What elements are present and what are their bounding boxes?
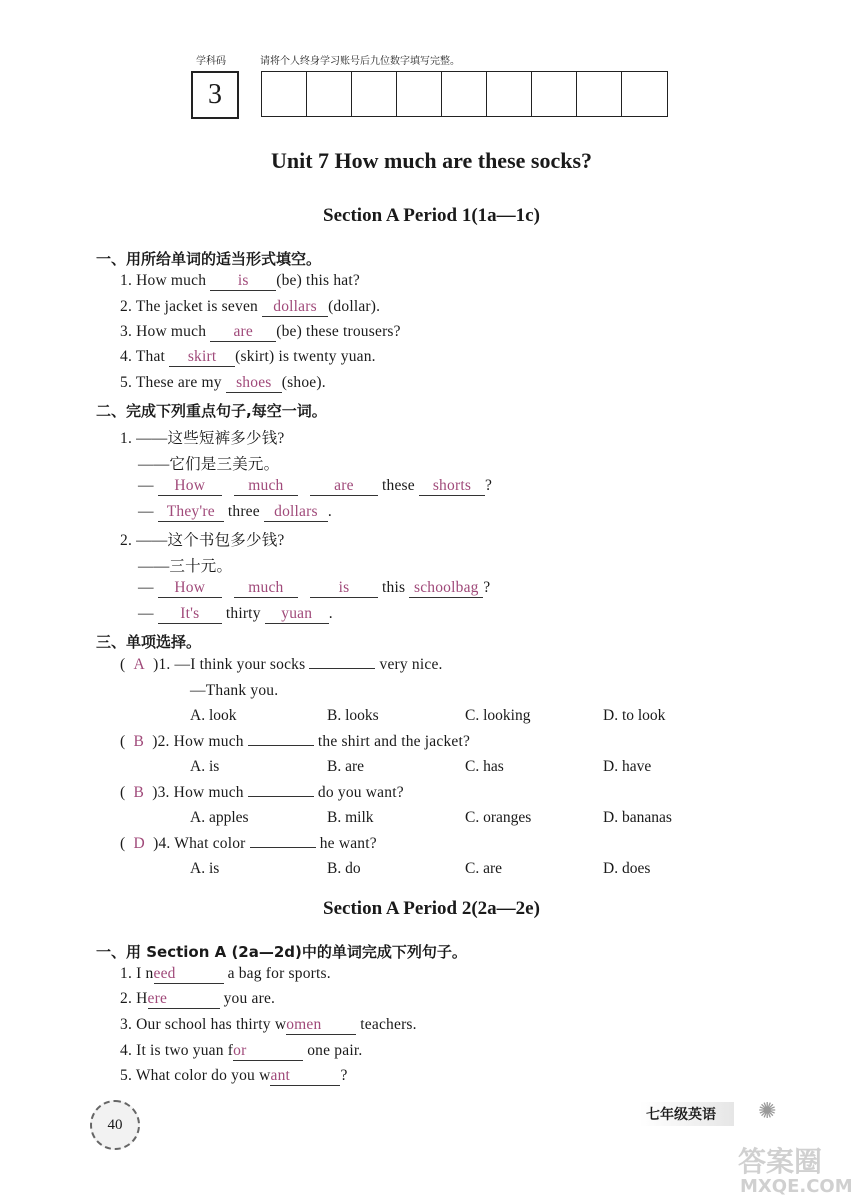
answer-blank: or [233, 1042, 303, 1061]
fill-blank-item [120, 272, 360, 291]
section-title-period-1: Section A Period 1(1a—1c) [323, 205, 540, 226]
answer-blank: omen [286, 1016, 356, 1035]
digit-box [397, 72, 442, 116]
fill-blank-item [120, 1042, 362, 1061]
answer-blank: They're [158, 503, 224, 522]
item-text: 1. How much [120, 272, 211, 289]
option: C. oranges [465, 809, 532, 826]
answer-blank: dollars [264, 503, 328, 522]
answer-blank: yuan [265, 605, 329, 624]
question-text: do you want? [317, 784, 404, 801]
digit-box [442, 72, 487, 116]
option: D. have [603, 758, 652, 775]
mc-question: ( D )4. What color he want? [120, 835, 377, 852]
exercise-heading: 二、完成下列重点句子,每空一词。 [96, 402, 327, 420]
item-text: 4. It is two yuan f [120, 1042, 234, 1059]
mc-question: ( B )3. How much do you want? [120, 784, 404, 801]
exercise-heading: 一、用所给单词的适当形式填空。 [96, 250, 322, 268]
answer-blank: are [210, 323, 276, 342]
answer-blank: schoolbag [409, 579, 483, 598]
fill-blank-item [120, 1067, 348, 1086]
subject-code-label: 学科码 [196, 56, 226, 67]
answer-blank: ere [148, 990, 220, 1009]
fill-blank-item [120, 1016, 417, 1035]
mc-question: ( A )1. —I think your socks very nice. [120, 656, 443, 673]
item-text: 5. What color do you w [120, 1067, 271, 1084]
sentence-line [138, 477, 492, 496]
digit-box [622, 72, 667, 116]
option: A. look [190, 707, 237, 724]
fill-blank-item [120, 965, 331, 984]
item-text: . [328, 605, 333, 622]
section-title-period-2: Section A Period 2(2a—2e) [323, 898, 540, 919]
fill-blank-item [120, 990, 275, 1009]
dash: — [138, 579, 154, 596]
sentence-line [138, 579, 490, 598]
answer-blank: dollars [262, 298, 328, 317]
item-text: 1. I n [120, 965, 154, 982]
blank-line [250, 847, 316, 848]
item-text: (be) this hat? [276, 272, 360, 289]
chinese-prompt: ——三十元。 [138, 558, 233, 575]
fill-blank-item [120, 374, 326, 393]
option: C. looking [465, 707, 531, 724]
question-text: )1. —I think your socks [153, 656, 306, 673]
dash: — [138, 605, 154, 622]
account-code-boxes [191, 71, 668, 117]
digit-box [577, 72, 622, 116]
answer-blank: much [234, 579, 298, 598]
mc-answer: B [133, 784, 145, 801]
item-text: three [227, 503, 260, 520]
option: D. bananas [603, 809, 672, 826]
chinese-prompt: 2. ——这个书包多少钱? [120, 532, 285, 549]
digit-box [352, 72, 397, 116]
digit-box [532, 72, 577, 116]
fill-blank-item [120, 298, 380, 317]
option: B. do [327, 860, 361, 877]
item-text: . [327, 503, 332, 520]
mc-answer: B [133, 733, 145, 750]
answer-blank: much [234, 477, 298, 496]
subject-code-box: 3 [191, 71, 239, 119]
mc-answer: D [133, 835, 145, 852]
fill-blank-item [120, 348, 376, 367]
answer-blank: is [210, 272, 276, 291]
answer-blank: eed [154, 965, 224, 984]
answer-blank: shorts [419, 477, 485, 496]
option: B. looks [327, 707, 379, 724]
item-text: (be) these trousers? [276, 323, 401, 340]
item-text: one pair. [307, 1042, 363, 1059]
answer-blank: is [310, 579, 378, 598]
answer-blank: It's [158, 605, 222, 624]
question-text: )4. What color [153, 835, 246, 852]
item-text: these [382, 477, 415, 494]
grade-label: 七年级英语 [640, 1102, 734, 1126]
sentence-line [138, 605, 333, 624]
sentence-line [138, 503, 332, 522]
exercise-heading: 三、单项选择。 [96, 633, 202, 651]
answer-blank: skirt [169, 348, 235, 367]
question-text: )3. How much [152, 784, 244, 801]
option: B. milk [327, 809, 374, 826]
option: D. does [603, 860, 651, 877]
item-text: 2. The jacket is seven [120, 298, 263, 315]
digit-box [487, 72, 532, 116]
question-text: very nice. [379, 656, 443, 673]
blank-line [248, 745, 314, 746]
blank-line [248, 796, 314, 797]
page-number-badge: 40 [90, 1100, 140, 1150]
answer-blank: are [310, 477, 378, 496]
option: A. apples [190, 809, 249, 826]
item-text: (shoe). [281, 374, 326, 391]
dash: — [138, 503, 154, 520]
option: C. are [465, 860, 503, 877]
option: D. to look [603, 707, 666, 724]
item-text: you are. [223, 990, 276, 1007]
account-hint: 请将个人终身学习账号后九位数字填写完整。 [260, 56, 460, 67]
answer-blank: ant [270, 1067, 340, 1086]
item-text: thirty [225, 605, 261, 622]
item-text: ? [483, 579, 491, 596]
dash: — [138, 477, 154, 494]
item-text: 2. H [120, 990, 148, 1007]
watermark-url: MXQE.COM [740, 1176, 853, 1197]
star-icon: ✺ [758, 1098, 777, 1123]
item-text: (skirt) is twenty yuan. [235, 348, 376, 365]
question-reply: —Thank you. [190, 682, 279, 699]
option: A. is [190, 758, 220, 775]
digit-box [262, 72, 307, 116]
item-text: a bag for sports. [227, 965, 331, 982]
item-text: 3. Our school has thirty w [120, 1016, 287, 1033]
digit-box [307, 72, 352, 116]
mc-question: ( B )2. How much the shirt and the jacket? [120, 733, 471, 750]
item-text: this [382, 579, 406, 596]
option: B. are [327, 758, 365, 775]
answer-blank: How [158, 579, 222, 598]
item-text: 5. These are my [120, 374, 226, 391]
question-text: )2. How much [152, 733, 244, 750]
item-text: teachers. [360, 1016, 417, 1033]
watermark-logo: 答案圈 [738, 1145, 823, 1178]
unit-title: Unit 7 How much are these socks? [270, 148, 593, 173]
item-text: (dollar). [328, 298, 381, 315]
account-digit-boxes [261, 71, 668, 117]
exercise-heading: 一、用 Section A (2a—2d)中的单词完成下列句子。 [96, 943, 467, 961]
blank-line [309, 668, 375, 669]
item-text: 3. How much [120, 323, 211, 340]
mc-answer: A [133, 656, 145, 673]
answer-blank: shoes [226, 374, 282, 393]
question-text: the shirt and the jacket? [317, 733, 471, 750]
question-text: he want? [319, 835, 377, 852]
answer-blank: How [158, 477, 222, 496]
item-text: 4. That [120, 348, 170, 365]
option: A. is [190, 860, 220, 877]
fill-blank-item [120, 323, 401, 342]
chinese-prompt: 1. ——这些短裤多少钱? [120, 430, 285, 447]
item-text: ? [340, 1067, 348, 1084]
chinese-prompt: ——它们是三美元。 [138, 456, 280, 473]
option: C. has [465, 758, 504, 775]
item-text: ? [484, 477, 493, 494]
